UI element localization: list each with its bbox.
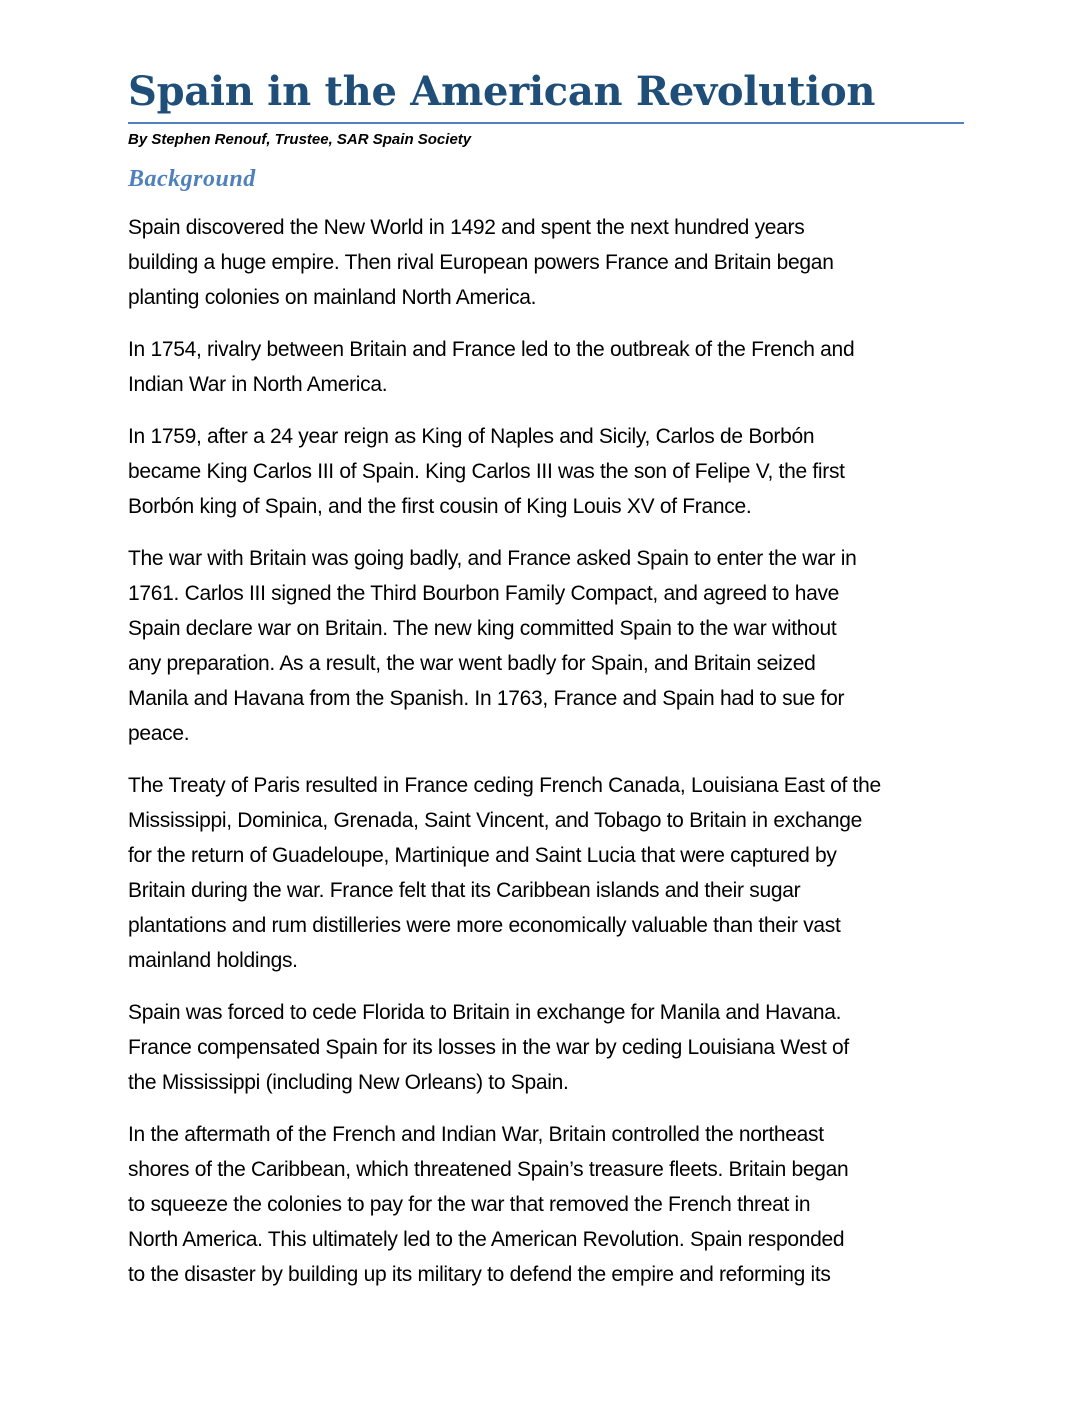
paragraph: The war with Britain was going badly, and France asked Spain to enter the war in 1761. Carlos III signed the Third Bourbon Family Compact, and agreed to have Spain declare war on Britain. The new king committed Spain to the war without any preparation. As a result, the war went badly for Spain, and Britain seized Manila and Havana from the Spanish. In 1763, France and Spain had to sue for peace. <box>128 547 857 745</box>
paragraph: Spain was forced to cede Florida to Britain in exchange for Manila and Havana. France compensated Spain for its losses in the war by ceding Louisiana West of the Mississippi (including New Orleans) to Spain. <box>128 1001 849 1094</box>
paragraph: Spain discovered the New World in 1492 and spent the next hundred years building a huge empire. Then rival European powers France and Britain began planting colonies on mainland North America. <box>128 216 834 309</box>
page-content <box>128 66 964 1309</box>
document-title: Spain in the American Revolution <box>128 66 964 124</box>
paragraph: The Treaty of Paris resulted in France ceding French Canada, Louisiana East of the Mississippi, Dominica, Grenada, Saint Vincent, and Tobago to Britain in exchange for the return of Guadeloupe, Martinique and Saint Lucia that were captured by Britain during the war. France felt that its Caribbean islands and their sugar plantations and rum distilleries were more economically valuable than their vast mainland holdings. <box>128 774 881 972</box>
body-text <box>128 210 964 1292</box>
paragraph: In 1759, after a 24 year reign as King of Naples and Sicily, Carlos de Borbón became King Carlos III of Spain. King Carlos III was the son of Felipe V, the first Borbón king of Spain, and the first cousin of King Louis XV of France. <box>128 425 845 518</box>
section-heading-background: Background <box>128 166 256 192</box>
paragraph: In the aftermath of the French and Indian War, Britain controlled the northeast shores of the Caribbean, which threatened Spain’s treasure fleets. Britain began to squeeze the colonies to pay for the war that removed the French threat in North America. This ultimately led to the American Revolution. Spain responded to the disaster by building up its military to defend the empire and reforming its <box>128 1123 849 1286</box>
paragraph: In 1754, rivalry between Britain and France led to the outbreak of the French and Indian War in North America. <box>128 338 855 396</box>
author-byline: By Stephen Renouf, Trustee, SAR Spain Society <box>128 131 472 148</box>
